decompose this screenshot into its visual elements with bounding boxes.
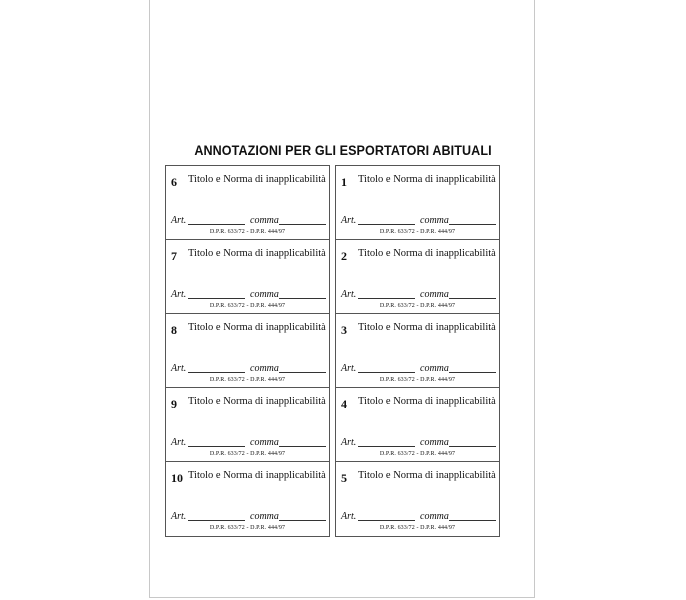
comma-field[interactable]	[279, 520, 326, 521]
box-number: 8	[171, 323, 177, 337]
comma-label: comma	[420, 437, 449, 448]
art-label: Art.	[341, 215, 357, 226]
comma-label: comma	[250, 511, 279, 522]
art-field[interactable]	[188, 446, 245, 447]
annotation-column-left	[165, 165, 330, 537]
art-label: Art.	[171, 437, 187, 448]
art-label: Art.	[171, 363, 187, 374]
annotation-box	[336, 462, 499, 536]
box-heading: Titolo e Norma di inapplicabilità	[358, 322, 496, 333]
box-heading: Titolo e Norma di inapplicabilità	[358, 174, 496, 185]
annotation-column-right	[335, 165, 500, 537]
art-label: Art.	[171, 215, 187, 226]
comma-field[interactable]	[449, 224, 496, 225]
comma-field[interactable]	[449, 372, 496, 373]
box-heading: Titolo e Norma di inapplicabilità	[188, 396, 326, 407]
box-number: 10	[171, 471, 183, 485]
box-footer: D.P.R. 633/72 - D.P.R. 444/97	[209, 229, 286, 235]
comma-label: comma	[250, 215, 279, 226]
box-number: 5	[341, 471, 347, 485]
comma-label: comma	[420, 289, 449, 300]
box-footer: D.P.R. 633/72 - D.P.R. 444/97	[379, 303, 456, 309]
comma-label: comma	[250, 363, 279, 374]
art-field[interactable]	[358, 372, 415, 373]
annotation-box	[336, 166, 499, 240]
annotation-box	[166, 388, 329, 462]
annotation-box	[336, 388, 499, 462]
box-number: 2	[341, 249, 347, 263]
box-footer: D.P.R. 633/72 - D.P.R. 444/97	[379, 229, 456, 235]
box-heading: Titolo e Norma di inapplicabilità	[188, 174, 326, 185]
art-label: Art.	[341, 363, 357, 374]
comma-field[interactable]	[279, 298, 326, 299]
art-field[interactable]	[188, 298, 245, 299]
art-field[interactable]	[188, 520, 245, 521]
box-number: 7	[171, 249, 177, 263]
comma-label: comma	[250, 437, 279, 448]
box-footer: D.P.R. 633/72 - D.P.R. 444/97	[209, 451, 286, 457]
box-heading: Titolo e Norma di inapplicabilità	[188, 248, 326, 259]
annotation-box	[166, 462, 329, 536]
annotation-box	[166, 240, 329, 314]
comma-field[interactable]	[449, 520, 496, 521]
box-heading: Titolo e Norma di inapplicabilità	[358, 396, 496, 407]
box-footer: D.P.R. 633/72 - D.P.R. 444/97	[209, 377, 286, 383]
box-heading: Titolo e Norma di inapplicabilità	[358, 248, 496, 259]
art-label: Art.	[341, 289, 357, 300]
annotation-box	[336, 314, 499, 388]
art-label: Art.	[341, 511, 357, 522]
comma-field[interactable]	[449, 298, 496, 299]
box-footer: D.P.R. 633/72 - D.P.R. 444/97	[379, 525, 456, 531]
art-field[interactable]	[358, 520, 415, 521]
page-title: ANNOTAZIONI PER GLI ESPORTATORI ABITUALI	[194, 143, 492, 158]
art-field[interactable]	[358, 446, 415, 447]
box-footer: D.P.R. 633/72 - D.P.R. 444/97	[379, 377, 456, 383]
art-field[interactable]	[188, 224, 245, 225]
comma-label: comma	[420, 363, 449, 374]
comma-label: comma	[420, 215, 449, 226]
box-number: 6	[171, 175, 177, 189]
box-number: 4	[341, 397, 347, 411]
art-label: Art.	[341, 437, 357, 448]
box-footer: D.P.R. 633/72 - D.P.R. 444/97	[379, 451, 456, 457]
box-number: 1	[341, 175, 347, 189]
annotation-box	[336, 240, 499, 314]
art-label: Art.	[171, 511, 187, 522]
art-field[interactable]	[358, 298, 415, 299]
box-heading: Titolo e Norma di inapplicabilità	[188, 470, 326, 481]
art-field[interactable]	[358, 224, 415, 225]
box-footer: D.P.R. 633/72 - D.P.R. 444/97	[209, 303, 286, 309]
comma-field[interactable]	[279, 446, 326, 447]
box-footer: D.P.R. 633/72 - D.P.R. 444/97	[209, 525, 286, 531]
box-heading: Titolo e Norma di inapplicabilità	[358, 470, 496, 481]
comma-label: comma	[420, 511, 449, 522]
box-number: 3	[341, 323, 347, 337]
box-number: 9	[171, 397, 177, 411]
comma-field[interactable]	[279, 372, 326, 373]
art-field[interactable]	[188, 372, 245, 373]
art-label: Art.	[171, 289, 187, 300]
annotation-box	[166, 166, 329, 240]
annotation-box	[166, 314, 329, 388]
box-heading: Titolo e Norma di inapplicabilità	[188, 322, 326, 333]
comma-label: comma	[250, 289, 279, 300]
comma-field[interactable]	[279, 224, 326, 225]
comma-field[interactable]	[449, 446, 496, 447]
